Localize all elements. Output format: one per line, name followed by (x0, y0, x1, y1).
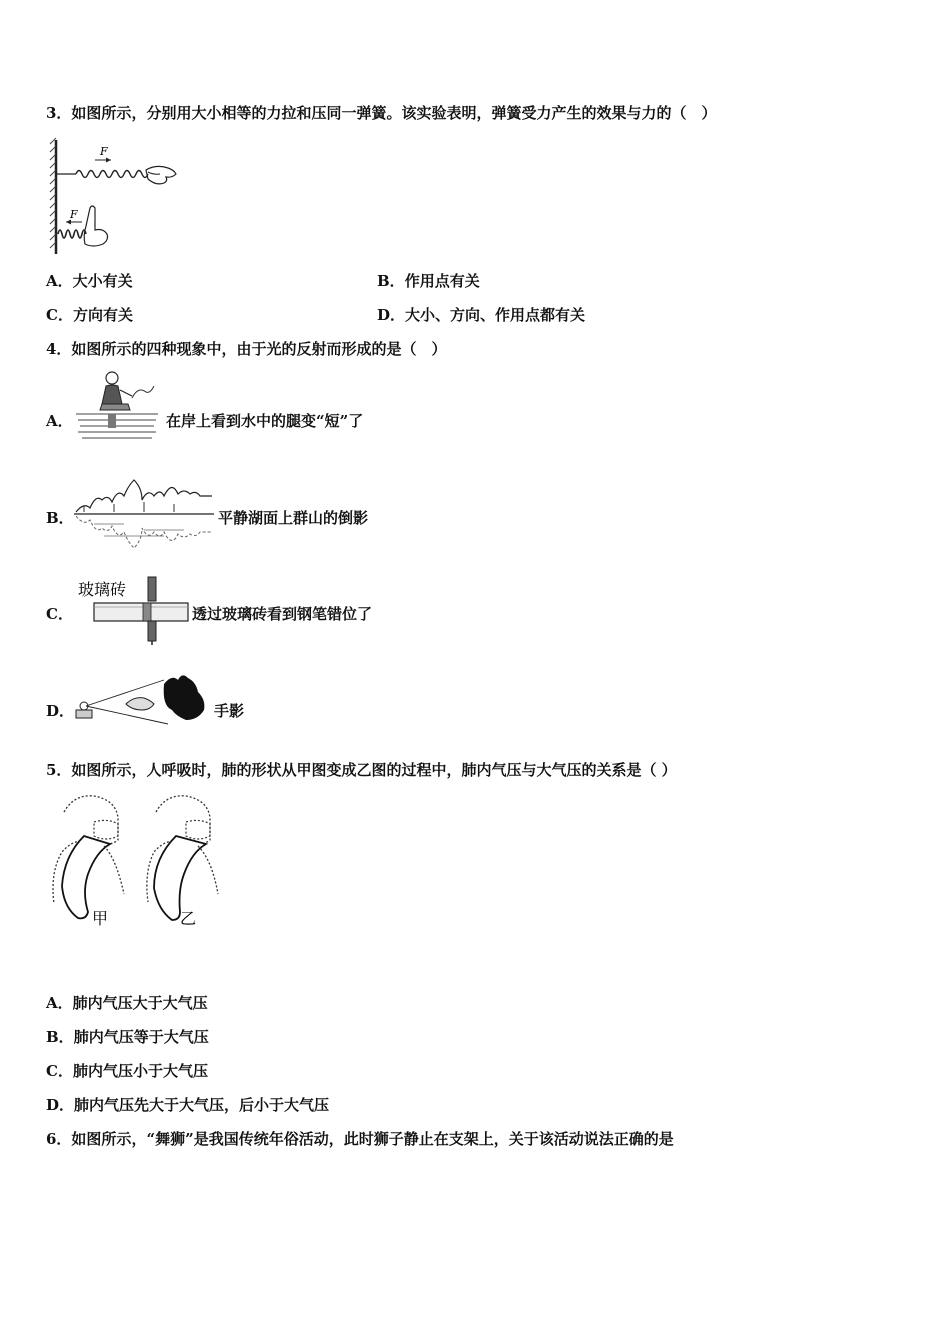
leg-in-water-figure (76, 370, 158, 445)
q4-option-a-text: 在岸上看到水中的腿变“短”了 (166, 412, 364, 430)
lungs-figure (44, 792, 224, 932)
q3-option-b[interactable]: B．作用点有关 (377, 272, 480, 290)
q4-option-a-label[interactable]: A． (46, 412, 73, 430)
q4-option-b-label[interactable]: B． (46, 509, 74, 527)
force-label-bottom: F (70, 208, 78, 221)
question-6-stem: 6．如图所示，“舞狮”是我国传统年俗活动，此时狮子静止在支架上，关于该活动说法正确的是 (46, 1130, 674, 1148)
q3-option-d[interactable]: D．大小、方向、作用点都有关 (377, 306, 586, 324)
question-3-stem: 3．如图所示，分别用大小相等的力拉和压同一弹簧。该实验表明，弹簧受力产生的效果与力的（ ） (46, 104, 717, 122)
q5-option-b[interactable]: B．肺内气压等于大气压 (46, 1028, 209, 1046)
q4-option-b-text: 平静湖面上群山的倒影 (218, 509, 369, 527)
question-5-stem: 5．如图所示，人呼吸时，肺的形状从甲图变成乙图的过程中，肺内气压与大气压的关系是（ ） (46, 761, 677, 779)
glass-brick-pen-figure (76, 575, 190, 645)
q3-option-a[interactable]: A．大小有关 (46, 272, 133, 290)
glass-brick-label: 玻璃砖 (78, 580, 127, 599)
hand-shadow-figure (74, 674, 210, 730)
q4-option-d-label[interactable]: D． (46, 702, 75, 720)
q5-option-a[interactable]: A．肺内气压大于大气压 (46, 994, 208, 1012)
spring-figure (48, 138, 178, 256)
q4-option-d-text: 手影 (214, 702, 245, 720)
lungs-label-yi: 乙 (180, 909, 197, 928)
q3-option-c[interactable]: C．方向有关 (46, 306, 133, 324)
q4-option-c-text: 透过玻璃砖看到钢笔错位了 (192, 605, 373, 623)
force-label-top: F (100, 145, 108, 158)
mountain-reflection-figure (74, 478, 214, 546)
q4-option-c-label[interactable]: C． (46, 605, 73, 623)
lungs-label-jia: 甲 (92, 909, 109, 928)
q5-option-d[interactable]: D．肺内气压先大于大气压，后小于大气压 (46, 1096, 330, 1114)
q5-option-c[interactable]: C．肺内气压小于大气压 (46, 1062, 208, 1080)
question-4-stem: 4．如图所示的四种现象中，由于光的反射而形成的是（ ） (46, 340, 447, 358)
